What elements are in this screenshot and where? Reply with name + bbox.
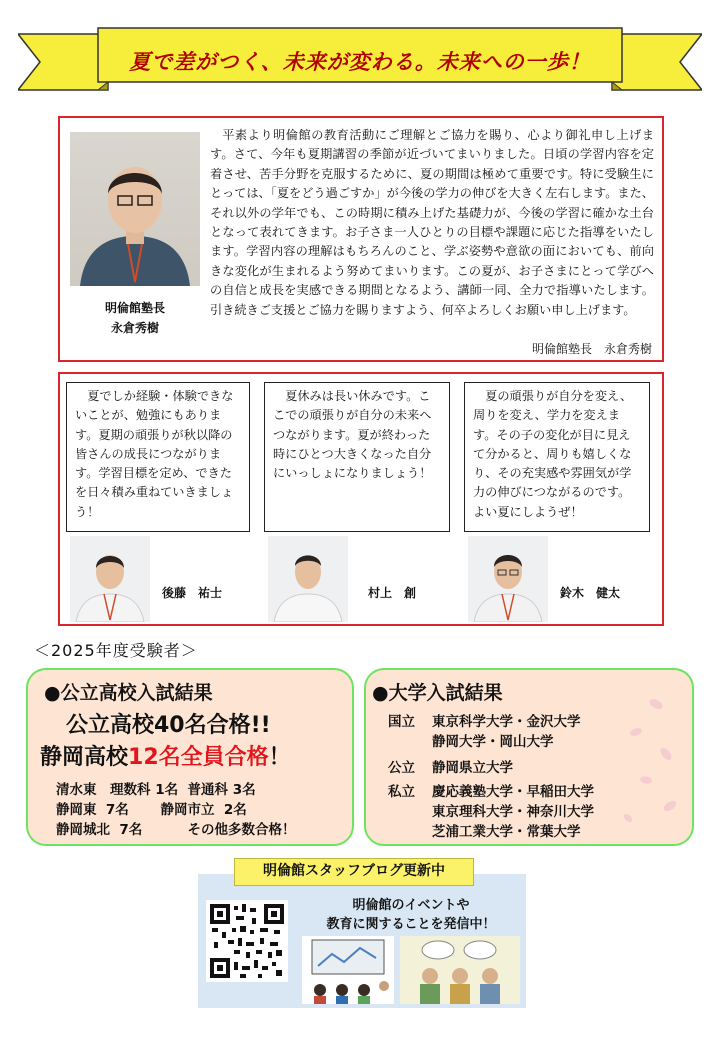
public-results-heading: ●公立高校入試結果 [44, 682, 213, 704]
blog-tag: 明倫館スタッフブログ更新中 [234, 858, 474, 886]
category-label: 国立 [388, 714, 415, 730]
university-results-heading: ●大学入試結果 [372, 682, 503, 704]
discussion-illustration [400, 936, 520, 1004]
university-list: 東京理科大学・神奈川大学 [432, 804, 594, 820]
teacher-photo [70, 536, 150, 622]
blog-message-line: 明倫館のイベントや [352, 898, 470, 913]
result-detail: 清水東 理数科 1名 普通科 3名 [56, 782, 256, 798]
director-title: 明倫館塾長 [104, 301, 165, 315]
shizuoka-highlight: 12名全員合格 [128, 745, 269, 770]
greeting-signature: 明倫館塾長 永倉秀樹 [531, 342, 652, 356]
cherry-blossom-decoration [606, 684, 686, 834]
teacher-name: 村上 創 [368, 586, 417, 600]
teacher-photo [468, 536, 548, 622]
teacher-message: 夏の頑張りが自分を変え、周りを変え、学力を変えます。その子の変化が目に見えて分かると、周りも嬉しくなり、その充実感や雰囲気が学力の伸びにつながるのです。よい夏にしようぜ！ [464, 382, 650, 532]
shizuoka-label: 静岡高校 [40, 745, 129, 770]
director-name: 永倉秀樹 [110, 321, 159, 335]
shizuoka-result [40, 740, 291, 771]
university-list: 慶応義塾大学・早稲田大学 [432, 784, 594, 800]
director-photo [70, 132, 200, 286]
result-detail: 静岡東 7名 静岡市立 2名 [56, 802, 247, 818]
teacher-name: 後藤 祐士 [162, 586, 223, 600]
shizuoka-suffix: ！ [268, 745, 291, 770]
blog-message [300, 896, 522, 934]
category-label: 公立 [388, 760, 415, 776]
university-list: 静岡大学・岡山大学 [432, 734, 554, 750]
teacher-message: 夏でしか経験・体験できないことが、勉強にもあります。夏期の頑張りが秋以降の皆さんの成長につながります。学習目標を定め、できたを日々積み重ねていきましょう！ [66, 382, 250, 532]
university-list: 東京科学大学・金沢大学 [432, 714, 581, 730]
university-list: 芝浦工業大学・常葉大学 [432, 824, 581, 840]
blog-message-line: 教育に関することを発信中！ [326, 917, 496, 932]
teacher-message: 夏休みは長い休みです。ここでの頑張りが自分の未来へつながります。夏が終わった時にひとつ大きくなった自分にいっしょになりましょう！ [264, 382, 450, 532]
category-label: 私立 [388, 784, 415, 800]
greeting-text: 平素より明倫館の教育活動にご理解とご協力を賜り、心より御礼申し上げます。さて、今年も夏期講習の季節が近づいてまいりました。日頃の学習内容を定着させ、苦手分野を克服するために、夏の期間は極めて重要です。特に受験生にとっては、「夏をどう過ごすか」が今後の学力の伸びを大きく左右します。また、それ以外の学年でも、この時期に積み上げた基礎力が、今後の学習に確かな土台となって表れてきます。お子さま一人ひとりの目標や課題に応じた指導をいたします。学習内容の理解はもちろんのこと、学ぶ姿勢や意欲の面においても、前向きな変化が生まれるよう努めてまいります。この夏が、お子さまにとって学びへの自信と成長を実感できる期間となるよう、講師一同、全力で指導いたします。引き続きご支援とご協力を賜りますよう、何卒よろしくお願い申し上げます。 [210, 128, 654, 317]
classroom-illustration [302, 936, 394, 1004]
qr-code[interactable] [206, 900, 288, 982]
director-caption [70, 298, 200, 338]
result-detail: 静岡城北 7名 その他多数合格！ [56, 822, 296, 838]
banner-title: 夏で差がつく、未来が変わる。未来への一歩！ [129, 50, 591, 74]
university-list: 静岡県立大学 [432, 760, 513, 776]
teacher-name: 鈴木 健太 [560, 586, 621, 600]
year-heading: ＜2025年度受験者＞ [34, 641, 198, 660]
teacher-photo [268, 536, 348, 622]
public-total: 公立高校40名合格!! [66, 713, 271, 738]
